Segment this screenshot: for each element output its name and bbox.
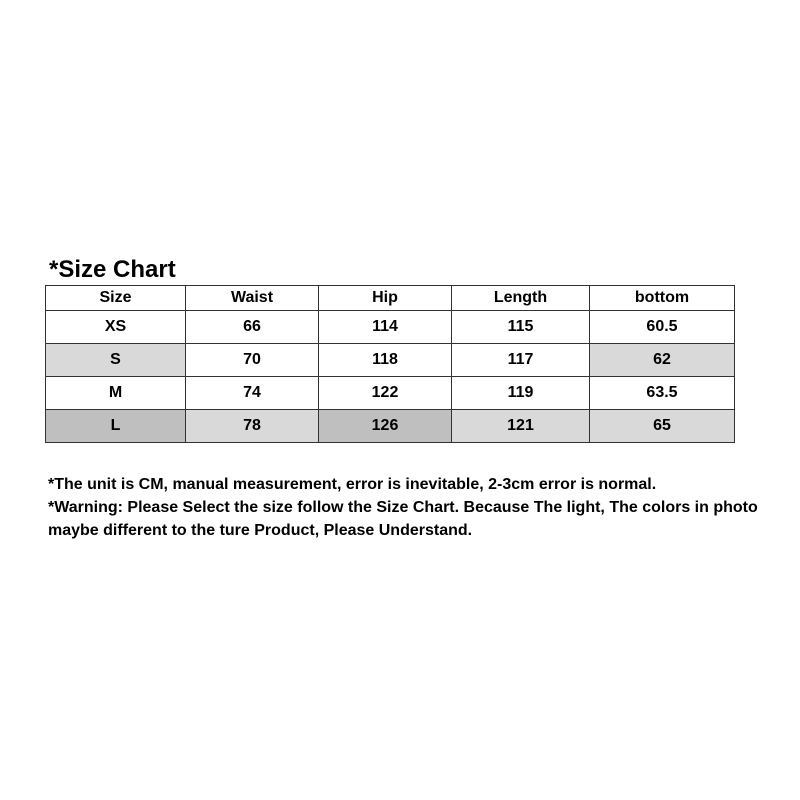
table-cell: S [46, 344, 186, 377]
table-cell: 63.5 [590, 377, 735, 410]
table-cell: 60.5 [590, 311, 735, 344]
table-header-row [46, 286, 735, 311]
table-cell: 119 [452, 377, 590, 410]
warning-note: *Warning: Please Select the size follow the Size Chart. Because The light, The colors in photo maybe different to the ture Product, Please Understand. [48, 499, 758, 539]
unit-note: *The unit is CM, manual measurement, error is inevitable, 2-3cm error is normal. [48, 476, 657, 493]
table-cell: 118 [319, 344, 452, 377]
table-cell: 121 [452, 410, 590, 443]
table-cell: 66 [186, 311, 319, 344]
size-chart-table [45, 285, 735, 443]
table-cell: L [46, 410, 186, 443]
table-cell: M [46, 377, 186, 410]
header-waist: Waist [186, 286, 319, 311]
table-row [46, 410, 735, 443]
header-hip: Hip [319, 286, 452, 311]
header-length: Length [452, 286, 590, 311]
table-cell: XS [46, 311, 186, 344]
size-notes [48, 473, 768, 542]
table-cell: 114 [319, 311, 452, 344]
table-cell: 115 [452, 311, 590, 344]
size-chart-title: *Size Chart [49, 256, 176, 283]
table-cell: 122 [319, 377, 452, 410]
table-cell: 117 [452, 344, 590, 377]
table-row [46, 311, 735, 344]
table-cell: 62 [590, 344, 735, 377]
table-row [46, 344, 735, 377]
table-cell: 65 [590, 410, 735, 443]
table-cell: 70 [186, 344, 319, 377]
header-bottom: bottom [590, 286, 735, 311]
header-size: Size [46, 286, 186, 311]
table-cell: 78 [186, 410, 319, 443]
table-cell: 74 [186, 377, 319, 410]
table-cell: 126 [319, 410, 452, 443]
table-row [46, 377, 735, 410]
